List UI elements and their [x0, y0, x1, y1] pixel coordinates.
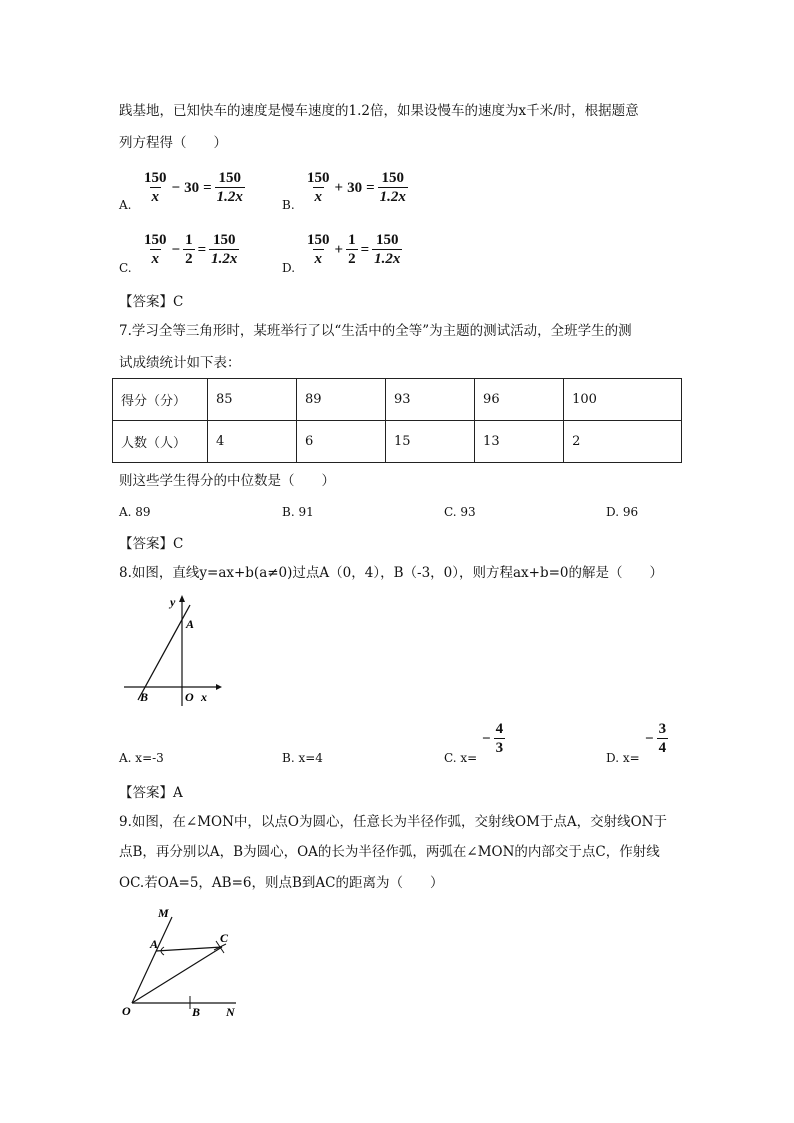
q8-text-line1: 8.如图，直线y=ax+b(a≠0)过点A（0，4），B（-3，0），则方程ax+b=0的解是（ ） [119, 565, 664, 581]
q7-text-line1: 7.学习全等三角形时，某班举行了以“生活中的全等”为主题的测试活动，全班学生的测 [119, 323, 632, 339]
y-axis-arrow [179, 595, 185, 602]
q7-answer: 【答案】C [119, 536, 184, 552]
segment-ac [156, 947, 222, 951]
q7-option-a: A. 89 [119, 505, 151, 519]
q6-option-c-label: C. [119, 261, 132, 275]
score-table [112, 378, 682, 463]
table-cell: 得分（分） [113, 379, 208, 421]
table-cell: 96 [475, 379, 564, 421]
point-a-label: A [186, 617, 195, 631]
q7-question: 则这些学生得分的中位数是（ ） [119, 473, 335, 489]
q7-option-b: B. 91 [282, 505, 314, 519]
table-row [113, 379, 682, 421]
q7-option-c: C. 93 [444, 505, 476, 519]
y-axis-label: y [170, 595, 176, 609]
q6-option-a-equation: 150 x − 30 = $\frac{150}{1.2x}$ [144, 170, 243, 205]
point-n-label: N [226, 1005, 235, 1018]
q9-angle-figure [118, 903, 248, 1018]
table-cell: 13 [475, 421, 564, 463]
q8-option-a: A. x=-3 [119, 751, 164, 765]
q9-text-line2: 点B，再分别以A，B为圆心，OA的长为半径作弧，两弧在∠MON的内部交于点C，作射线 [119, 844, 660, 860]
q6-text-line2: 列方程得（ ） [119, 135, 227, 151]
q8-line-graph-figure [120, 590, 230, 710]
table-cell: 6 [297, 421, 386, 463]
q8-answer: 【答案】A [119, 785, 183, 801]
table-cell: 93 [386, 379, 475, 421]
table-cell: 85 [208, 379, 297, 421]
table-cell: 89 [297, 379, 386, 421]
q6-option-c-equation: 150 x − $\frac{1}{2}$ = $\frac{150}{1.2x}$ [144, 232, 238, 267]
point-c-label: C [220, 931, 229, 945]
q6-option-b-equation: 150 x + 30 = $\frac{150}{1.2x}$ [307, 170, 406, 205]
point-o-label: O [122, 1004, 131, 1018]
origin-label: O [185, 690, 194, 704]
x-axis-arrow [216, 684, 222, 690]
q7-option-d: D. 96 [606, 505, 639, 519]
point-b-label: B [140, 690, 149, 704]
q6-option-d-equation: 150 x + $\frac{1}{2}$ = $\frac{150}{1.2x}$ [307, 232, 401, 267]
q9-text-line1: 9.如图，在∠MON中，以点O为圆心，任意长为半径作弧，交射线OM于点A，交射线ON于 [119, 814, 667, 830]
q7-text-line2: 试成绩统计如下表： [119, 355, 241, 371]
q8-option-c-fraction: − $\frac{4}{3}$ [482, 721, 504, 756]
table-cell: 100 [564, 379, 682, 421]
q8-option-c: C. x= [444, 751, 478, 765]
point-a-label: A [150, 937, 159, 951]
q6-text-line1: 践基地，已知快车的速度是慢车速度的1.2倍，如果设慢车的速度为x千米/时，根据题意 [119, 103, 639, 119]
point-b-label: B [192, 1005, 201, 1018]
q6-option-a-label: A. [119, 198, 132, 212]
point-m-label: M [158, 906, 169, 920]
q8-option-d: D. x= [606, 751, 640, 765]
x-axis-label: x [201, 690, 207, 704]
q9-text-line3: OC.若OA=5，AB=6，则点B到AC的距离为（ ） [119, 875, 444, 891]
table-cell: 4 [208, 421, 297, 463]
q8-option-b: B. x=4 [282, 751, 323, 765]
table-row [113, 421, 682, 463]
q6-answer: 【答案】C [119, 294, 184, 310]
q8-option-d-fraction: − $\frac{3}{4}$ [645, 721, 667, 756]
table-cell: 2 [564, 421, 682, 463]
q6-option-b-label: B. [282, 198, 295, 212]
table-cell: 15 [386, 421, 475, 463]
q6-option-d-label: D. [282, 261, 296, 275]
table-cell: 人数（人） [113, 421, 208, 463]
